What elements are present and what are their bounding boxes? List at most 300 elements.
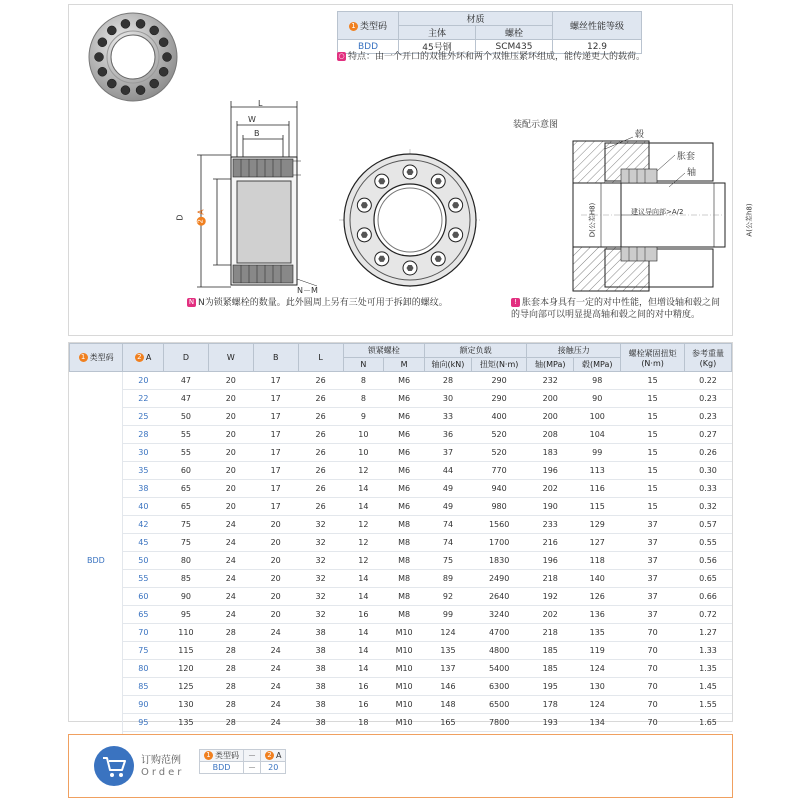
cell-tightening: 70 [621,642,685,660]
cell-W: 24 [208,570,253,588]
cell-B: 17 [253,408,298,426]
cell-shaft-pressure: 216 [527,534,574,552]
cell-axial: 146 [424,678,471,696]
bolt-head-icon [95,53,104,62]
cell-B: 20 [253,570,298,588]
dim-L: L [258,99,263,108]
cell-tightening: 70 [621,714,685,732]
material-header-bolt: 螺栓 [476,26,553,40]
product-photo [85,9,181,105]
material-bolt-value: SCM435 [476,40,553,54]
cell-shaft-pressure: 196 [527,462,574,480]
table-row [70,552,732,570]
cart-icon [93,745,135,787]
cell-M: M8 [384,606,425,624]
table-row [70,372,732,390]
cell-L: 32 [298,516,343,534]
assembly-drawing [509,133,729,299]
cell-M: M6 [384,444,425,462]
cell-A: 95 [123,714,164,732]
cell-M: M10 [384,696,425,714]
table-row [70,660,732,678]
cell-hub-pressure: 126 [574,588,621,606]
cell-hub-pressure: 98 [574,372,621,390]
product-info-panel [68,4,754,336]
material-body-value: 45号钢 [399,40,476,54]
cell-A: 28 [123,426,164,444]
table-row [70,426,732,444]
label-hub: 毂 [635,130,645,140]
cell-axial: 33 [424,408,471,426]
spec-header-load: 额定负载 [424,344,526,358]
cell-weight: 0.65 [684,570,731,588]
cell-D: 110 [163,624,208,642]
cell-axial: 74 [424,534,471,552]
spec-header-b: B [253,344,298,372]
cell-shaft-pressure: 208 [527,426,574,444]
cell-axial: 49 [424,480,471,498]
cell-hub-pressure: 118 [574,552,621,570]
cell-L: 32 [298,552,343,570]
table-row [70,606,732,624]
cell-D: 50 [163,408,208,426]
cell-hub-pressure: 124 [574,660,621,678]
cell-W: 24 [208,516,253,534]
spec-header-shaft-pressure: 轴(MPa) [527,358,574,372]
cell-torque: 520 [471,426,526,444]
cell-tightening: 15 [621,426,685,444]
cell-hub-pressure: 115 [574,498,621,516]
cell-L: 38 [298,714,343,732]
cell-B: 17 [253,372,298,390]
bolt-head-icon [121,86,130,95]
bolt-head-icon [150,79,159,88]
cell-W: 28 [208,660,253,678]
cell-axial: 89 [424,570,471,588]
spec-header-torque: 扭矩(N·m) [471,358,526,372]
table-row [70,480,732,498]
cell-B: 20 [253,534,298,552]
label-d-tolerance: D(公差H8) [588,202,597,238]
cell-shaft-pressure: 202 [527,480,574,498]
cell-A: 25 [123,408,164,426]
cell-tightening: 37 [621,570,685,588]
cell-L: 38 [298,642,343,660]
material-header-body: 主体 [399,26,476,40]
cell-M: M6 [384,462,425,480]
cell-shaft-pressure: 195 [527,678,574,696]
cell-hub-pressure: 130 [574,678,621,696]
table-row [70,408,732,426]
cell-M: M6 [384,390,425,408]
cell-hub-pressure: 90 [574,390,621,408]
cell-tightening: 15 [621,462,685,480]
table-row [70,642,732,660]
cell-shaft-pressure: 232 [527,372,574,390]
cell-W: 28 [208,678,253,696]
spec-header-l: L [298,344,343,372]
cell-W: 20 [208,444,253,462]
cell-N: 14 [343,498,384,516]
cell-D: 55 [163,426,208,444]
cell-hub-pressure: 116 [574,480,621,498]
cell-hub-pressure: 124 [574,696,621,714]
cell-torque: 1560 [471,516,526,534]
cell-torque: 290 [471,372,526,390]
bolt-head-icon [121,19,130,28]
order-example-table [199,749,286,774]
cell-D: 115 [163,642,208,660]
cell-N: 12 [343,552,384,570]
order-subtitle: Order [141,767,185,778]
cell-L: 26 [298,498,343,516]
dim-A: 2A [197,209,206,225]
cell-B: 24 [253,714,298,732]
cell-L: 32 [298,588,343,606]
cell-W: 20 [208,426,253,444]
table-row [70,516,732,534]
cell-B: 24 [253,678,298,696]
cell-L: 32 [298,570,343,588]
cell-axial: 30 [424,390,471,408]
cell-N: 14 [343,642,384,660]
cell-shaft-pressure: 202 [527,606,574,624]
table-row [70,390,732,408]
cell-axial: 165 [424,714,471,732]
cell-N: 18 [343,714,384,732]
cell-weight: 0.33 [684,480,731,498]
table-row [70,462,732,480]
dim-NM: N－M [297,286,318,295]
cell-shaft-pressure: 190 [527,498,574,516]
cell-M: M8 [384,588,425,606]
cell-D: 125 [163,678,208,696]
cell-N: 14 [343,660,384,678]
table-row [70,534,732,552]
cell-axial: 37 [424,444,471,462]
cell-A: 85 [123,678,164,696]
cell-shaft-pressure: 183 [527,444,574,462]
cell-weight: 1.33 [684,642,731,660]
cell-M: M8 [384,516,425,534]
cell-B: 20 [253,588,298,606]
label-shaft: 轴 [687,168,697,178]
cell-B: 17 [253,480,298,498]
cell-weight: 0.57 [684,516,731,534]
order-type-value: BDD [200,762,244,774]
cell-W: 28 [208,642,253,660]
cell-axial: 44 [424,462,471,480]
cell-N: 9 [343,408,384,426]
cell-tightening: 15 [621,498,685,516]
cell-M: M6 [384,408,425,426]
cell-A: 35 [123,462,164,480]
cell-M: M10 [384,642,425,660]
cell-axial: 36 [424,426,471,444]
dim-B: B [254,129,260,138]
cell-torque: 5400 [471,660,526,678]
cell-hub-pressure: 129 [574,516,621,534]
order-dash: － [244,750,261,762]
order-a-value: 20 [261,762,286,774]
cell-weight: 0.66 [684,588,731,606]
cell-weight: 1.45 [684,678,731,696]
cell-tightening: 70 [621,624,685,642]
cell-N: 16 [343,606,384,624]
cell-axial: 148 [424,696,471,714]
cell-D: 75 [163,534,208,552]
cell-D: 80 [163,552,208,570]
cell-D: 90 [163,588,208,606]
cell-weight: 0.27 [684,426,731,444]
cell-L: 38 [298,660,343,678]
cell-torque: 770 [471,462,526,480]
cell-torque: 4700 [471,624,526,642]
material-header-grade: 螺丝性能等级 [553,12,642,40]
bolt-head-icon [136,86,145,95]
cell-shaft-pressure: 233 [527,516,574,534]
cell-A: 50 [123,552,164,570]
cell-torque: 1830 [471,552,526,570]
table-row [70,714,732,732]
cell-W: 24 [208,534,253,552]
cell-L: 38 [298,624,343,642]
cell-weight: 0.32 [684,498,731,516]
bolt-head-icon [107,79,116,88]
cell-N: 14 [343,588,384,606]
note-right: ! 胀套本身具有一定的对中性能，但增设轴和毂之间的导向部可以明显提高轴和毂之间的对中精度。 [511,298,721,320]
spec-header-bolt: 锁紧螺栓 [343,344,424,358]
cell-weight: 0.22 [684,372,731,390]
cell-N: 12 [343,534,384,552]
spec-header-tightening: 螺栓紧固扭矩 (N·m) [621,344,685,372]
cell-M: M8 [384,552,425,570]
label-a-tolerance: A(公差h8) [745,203,754,237]
cell-B: 17 [253,462,298,480]
cell-W: 24 [208,606,253,624]
cell-tightening: 15 [621,372,685,390]
cell-shaft-pressure: 218 [527,570,574,588]
cell-D: 65 [163,480,208,498]
cell-axial: 99 [424,606,471,624]
cell-N: 14 [343,570,384,588]
cell-N: 10 [343,444,384,462]
cell-L: 38 [298,696,343,714]
cell-M: M8 [384,534,425,552]
cell-W: 20 [208,408,253,426]
table-row [70,624,732,642]
spec-header-w: W [208,344,253,372]
cell-W: 20 [208,480,253,498]
cell-axial: 74 [424,516,471,534]
cell-axial: 75 [424,552,471,570]
cell-M: M10 [384,678,425,696]
cell-N: 14 [343,480,384,498]
material-header-material: 材质 [399,12,553,26]
cell-M: M6 [384,372,425,390]
cell-M: M6 [384,498,425,516]
note-left: N N为锁紧螺栓的数量。此外圆周上另有三处可用于拆卸的螺纹。 [188,298,448,308]
cell-D: 95 [163,606,208,624]
cell-M: M10 [384,714,425,732]
cell-shaft-pressure: 185 [527,642,574,660]
front-view-drawing [335,145,485,295]
cell-A: 75 [123,642,164,660]
cell-D: 135 [163,714,208,732]
order-dash-2: － [244,762,261,774]
cell-W: 24 [208,588,253,606]
cell-M: M8 [384,570,425,588]
cell-B: 17 [253,498,298,516]
cell-tightening: 70 [621,678,685,696]
cell-L: 32 [298,606,343,624]
cell-shaft-pressure: 218 [527,624,574,642]
cell-D: 65 [163,498,208,516]
cell-N: 8 [343,390,384,408]
spec-header-weight: 参考重量 (Kg) [684,344,731,372]
cell-weight: 1.27 [684,624,731,642]
cell-torque: 400 [471,408,526,426]
cell-N: 10 [343,426,384,444]
cell-shaft-pressure: 193 [527,714,574,732]
cell-W: 24 [208,552,253,570]
cell-L: 32 [298,534,343,552]
table-row [70,588,732,606]
cell-axial: 137 [424,660,471,678]
label-guide: 建议导向部>A/2 [631,208,684,216]
spec-header-d: D [163,344,208,372]
cell-B: 20 [253,516,298,534]
cell-axial: 124 [424,624,471,642]
cell-D: 47 [163,390,208,408]
cell-weight: 1.55 [684,696,731,714]
cell-D: 60 [163,462,208,480]
cell-hub-pressure: 127 [574,534,621,552]
spec-header-pressure: 接触压力 [527,344,621,358]
cell-L: 26 [298,426,343,444]
cell-torque: 3240 [471,606,526,624]
cell-N: 14 [343,624,384,642]
cell-A: 30 [123,444,164,462]
cell-tightening: 37 [621,516,685,534]
table-row [70,498,732,516]
cell-axial: 28 [424,372,471,390]
material-table [337,11,642,54]
cell-A: 38 [123,480,164,498]
spec-table-panel [68,342,733,727]
table-row [70,696,732,714]
cell-hub-pressure: 119 [574,642,621,660]
cell-W: 20 [208,462,253,480]
order-header-type: 1 类型码 [200,750,244,762]
material-type-value: BDD [338,40,399,54]
bolt-head-icon [163,53,172,62]
cell-hub-pressure: 113 [574,462,621,480]
cell-B: 17 [253,426,298,444]
cell-torque: 4800 [471,642,526,660]
cell-B: 24 [253,696,298,714]
dim-D: D [175,214,185,221]
cell-W: 28 [208,696,253,714]
cell-A: 42 [123,516,164,534]
cell-tightening: 37 [621,534,685,552]
cell-hub-pressure: 135 [574,624,621,642]
cell-M: M6 [384,426,425,444]
cell-D: 75 [163,516,208,534]
cell-B: 20 [253,552,298,570]
cell-tightening: 15 [621,390,685,408]
cell-weight: 0.56 [684,552,731,570]
cell-hub-pressure: 134 [574,714,621,732]
bolt-head-icon [98,38,107,47]
bolt-head-icon [136,19,145,28]
cell-weight: 0.26 [684,444,731,462]
order-title: 订购范例 [141,755,181,766]
cell-D: 47 [163,372,208,390]
bolt-head-icon [159,67,168,76]
spec-header-type: 1 类型码 [70,344,123,372]
label-sleeve: 胀套 [677,152,696,162]
cell-M: M10 [384,660,425,678]
cell-hub-pressure: 100 [574,408,621,426]
cell-tightening: 70 [621,696,685,714]
cell-B: 17 [253,444,298,462]
cell-D: 130 [163,696,208,714]
cell-D: 85 [163,570,208,588]
bolt-head-icon [150,26,159,35]
cell-weight: 0.55 [684,534,731,552]
cell-W: 20 [208,390,253,408]
spec-header-hub-pressure: 毂(MPa) [574,358,621,372]
side-section-drawing [177,97,317,297]
cell-A: 40 [123,498,164,516]
cell-B: 24 [253,660,298,678]
table-row [70,570,732,588]
cell-torque: 520 [471,444,526,462]
cell-B: 20 [253,606,298,624]
spec-header-a: 2 A [123,344,164,372]
cell-shaft-pressure: 185 [527,660,574,678]
cell-weight: 0.72 [684,606,731,624]
order-example-panel [68,734,733,798]
cell-torque: 7800 [471,714,526,732]
cell-weight: 0.23 [684,390,731,408]
cell-L: 38 [298,678,343,696]
cell-A: 22 [123,390,164,408]
cell-M: M6 [384,480,425,498]
cell-A: 65 [123,606,164,624]
spec-header-n: N [343,358,384,372]
assembly-title: 装配示意图 [513,120,559,130]
cell-torque: 940 [471,480,526,498]
cell-tightening: 70 [621,660,685,678]
cell-hub-pressure: 99 [574,444,621,462]
cell-tightening: 37 [621,552,685,570]
cell-L: 26 [298,462,343,480]
cell-A: 90 [123,696,164,714]
cell-N: 8 [343,372,384,390]
cell-N: 12 [343,462,384,480]
cell-torque: 980 [471,498,526,516]
feature-text: ○ 特点：由一个开口的双锥外环和两个双锥压紧环组成，能传递更大的载荷。 [338,52,646,62]
cell-torque: 1700 [471,534,526,552]
cell-L: 26 [298,408,343,426]
cell-shaft-pressure: 200 [527,408,574,426]
bolt-head-icon [98,67,107,76]
spec-header-axial: 轴向(kN) [424,358,471,372]
table-row [70,678,732,696]
cell-M: M10 [384,624,425,642]
